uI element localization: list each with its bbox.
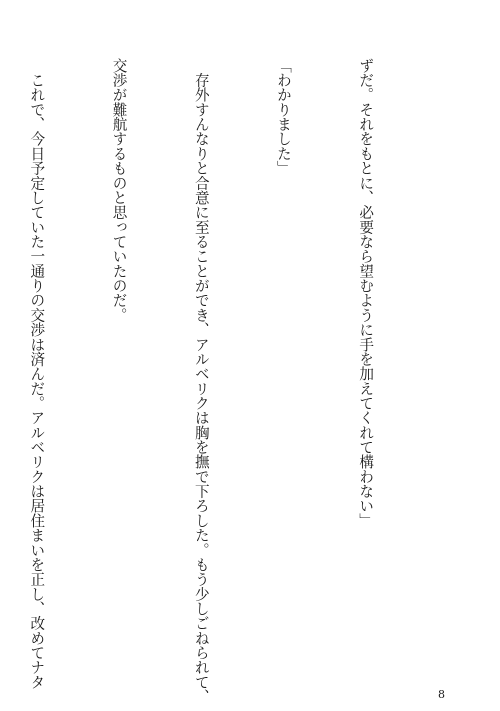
- vertical-text-block: [0, 58, 434, 704]
- text-line: 「わかりました」: [274, 58, 292, 176]
- text-line: これで、今日予定していた一通りの交渉は済んだ。アルベリクは居住まいを正し、改めてナタ: [28, 58, 46, 690]
- text-line: 存外すんなりと合意に至ることができ、アルベリクは胸を撫で下ろした。もう少しごねられて、: [192, 58, 210, 704]
- text-line: ずだ。それをもとに、必要なら望むように手を加えてくれて構わない」: [357, 58, 375, 528]
- page-number: 8: [438, 688, 445, 701]
- text-line: 交渉が難航するものと思っていたのだ。: [110, 58, 128, 323]
